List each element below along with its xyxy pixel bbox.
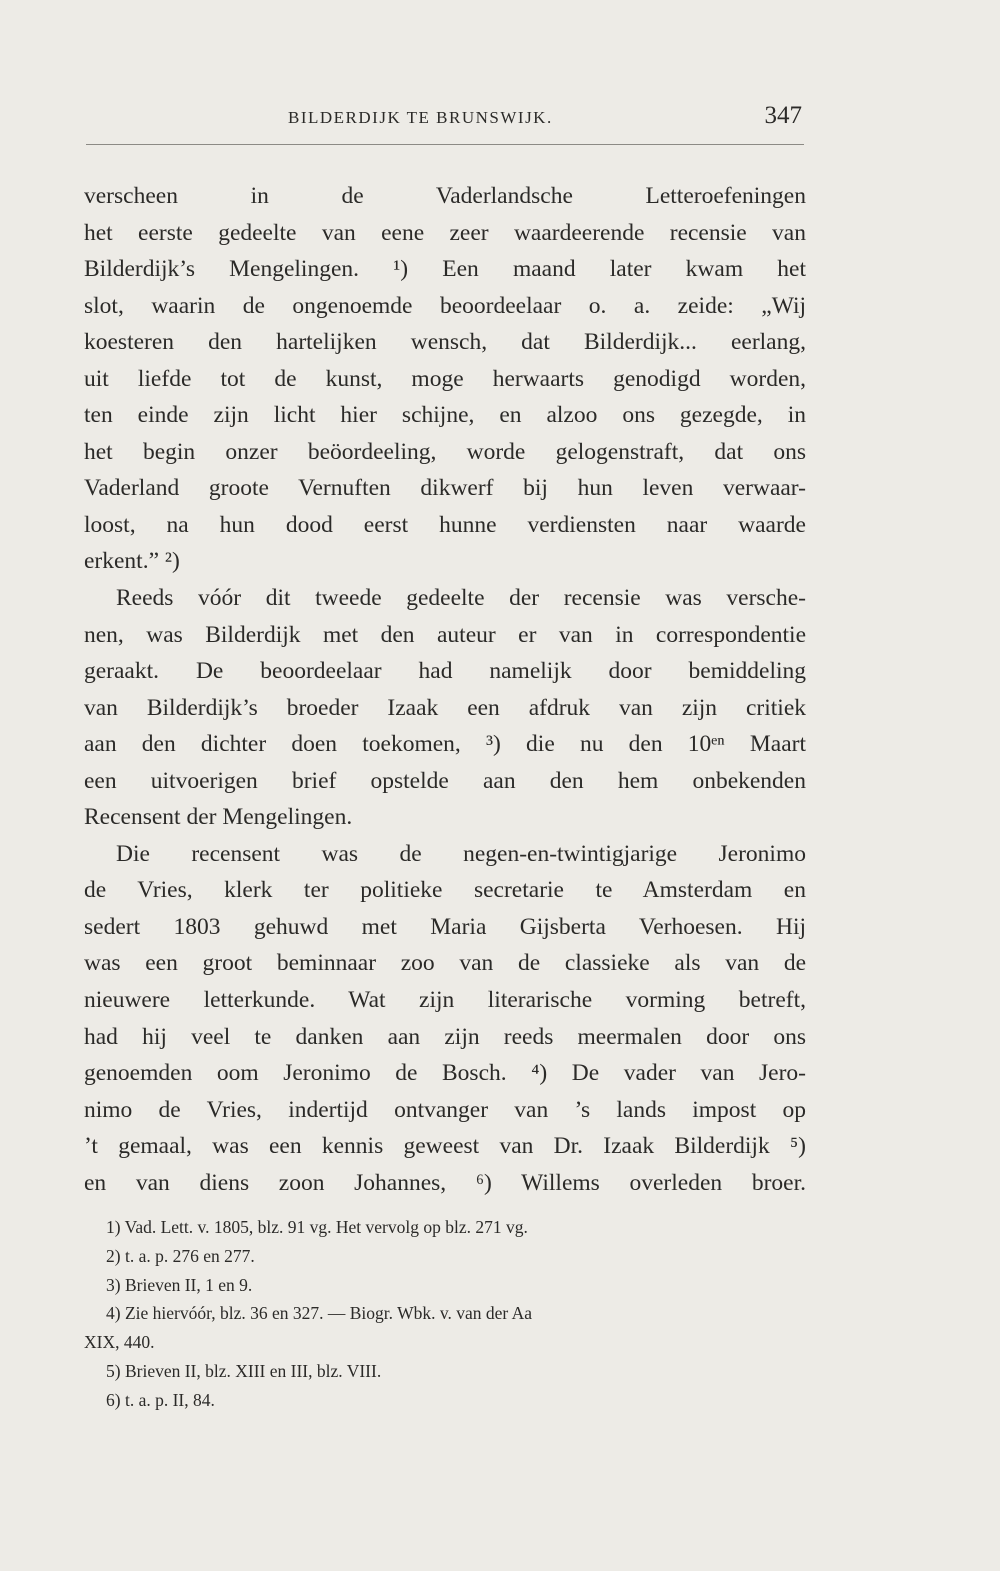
footnote: 1) Vad. Lett. v. 1805, blz. 91 vg. Het vervolg op blz. 271 vg. xyxy=(106,1217,528,1237)
text-line: het begin onzer beöordeeling, worde gelogenstraft, dat ons xyxy=(84,438,806,465)
footnote: 4) Zie hiervóór, blz. 36 en 327. — Biogr. Wbk. v. van der Aa xyxy=(106,1303,533,1324)
text-line: was een groot beminnaar zoo van de classieke als van de xyxy=(84,950,806,977)
text-line: sedert 1803 gehuwd met Maria Gijsberta Verhoesen. Hij xyxy=(84,913,806,940)
footnotes xyxy=(84,1213,806,1415)
running-header xyxy=(84,102,804,136)
text-line: nimo de Vries, indertijd ontvanger van ’s lands impost op xyxy=(84,1096,806,1123)
footnote: 2) t. a. p. 276 en 277. xyxy=(106,1245,255,1266)
text-line: nen, was Bilderdijk met den auteur er van in correspondentie xyxy=(84,621,806,648)
text-line: aan den dichter doen toekomen, ³) die nu den 10ᵉⁿ Maart xyxy=(84,731,806,758)
footnote: 6) t. a. p. II, 84. xyxy=(106,1389,215,1410)
text-line: Die recensent was de negen-en-twintigjarige Jeronimo xyxy=(116,840,806,867)
text-line: genoemden oom Jeronimo de Bosch. ⁴) De vader van Jero- xyxy=(84,1060,806,1087)
text-line: een uitvoerigen brief opstelde aan den hem onbekenden xyxy=(84,767,806,794)
text-line: geraakt. De beoordeelaar had namelijk door bemiddeling xyxy=(84,658,806,685)
text-line: Bilderdijk’s Mengelingen. ¹) Een maand later kwam het xyxy=(84,256,806,283)
text-line: koesteren den hartelijken wensch, dat Bilderdijk... eerlang, xyxy=(84,329,806,356)
footnote: XIX, 440. xyxy=(84,1332,155,1353)
text-line: erkent.” ²) xyxy=(84,548,180,575)
footnote: 3) Brieven II, 1 en 9. xyxy=(106,1274,253,1295)
running-title: BILDERDIJK TE BRUNSWIJK. xyxy=(288,108,553,127)
text-line: slot, waarin de ongenoemde beoordeelaar o. a. zeide: „Wij xyxy=(84,292,806,319)
text-line: het eerste gedeelte van eene zeer waardeerende recensie van xyxy=(84,219,806,246)
page-number: 347 xyxy=(764,102,802,129)
text-line: Reeds vóór dit tweede gedeelte der recensie was versche- xyxy=(116,585,806,612)
text-line: loost, na hun dood eerst hunne verdiensten naar waarde xyxy=(84,511,806,538)
text-line: had hij veel te danken aan zijn reeds meermalen door ons xyxy=(84,1023,806,1050)
body-text xyxy=(84,178,806,1201)
text-line: uit liefde tot de kunst, moge herwaarts genodigd worden, xyxy=(84,365,806,392)
footnote: 5) Brieven II, blz. XIII en III, blz. VIII. xyxy=(106,1360,382,1381)
text-line: nieuwere letterkunde. Wat zijn literarische vorming betreft, xyxy=(84,987,806,1014)
text-line: verscheen in de Vaderlandsche Letteroefeningen xyxy=(84,183,806,209)
text-line: van Bilderdijk’s broeder Izaak een afdruk van zijn critiek xyxy=(84,694,806,721)
text-line: de Vries, klerk ter politieke secretarie te Amsterdam en xyxy=(84,877,806,904)
text-line: Vaderland groote Vernuften dikwerf bij hun leven verwaar- xyxy=(84,475,806,502)
text-line: en van diens zoon Johannes, ⁶) Willems overleden broer. xyxy=(84,1169,806,1196)
text-line: ten einde zijn licht hier schijne, en alzoo ons gezegde, in xyxy=(84,402,806,429)
text-line: Recensent der Mengelingen. xyxy=(84,804,353,831)
text-line: ’t gemaal, was een kennis geweest van Dr. Izaak Bilderdijk ⁵) xyxy=(84,1133,806,1160)
header-rule xyxy=(86,144,804,145)
